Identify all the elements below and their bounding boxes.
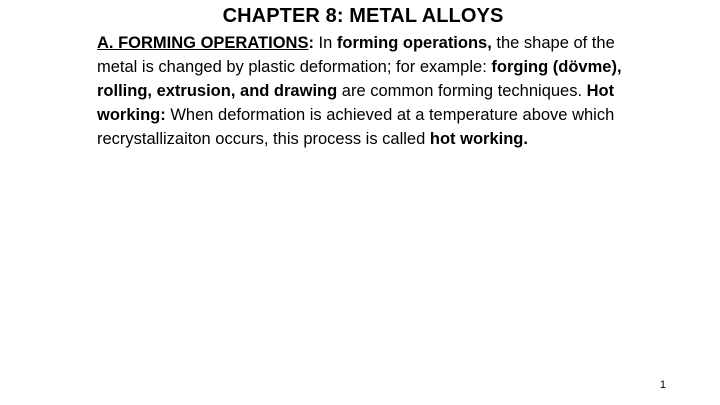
text-run: are common forming techniques. — [337, 82, 587, 100]
text-run: When deformation is achieved at a temperature above which recrystallizaiton occurs, this process is called — [97, 106, 615, 148]
slide-number: 1 — [659, 379, 666, 391]
bold-term: hot working. — [429, 130, 528, 148]
text-run: the shape of the metal is changed by plastic deformation; for example: — [97, 34, 615, 76]
bold-term: forming operations, — [336, 34, 492, 52]
section-heading: A. FORMING OPERATIONS — [97, 34, 309, 52]
bold-term: Hot working: — [97, 82, 615, 124]
section-heading-colon: : — [308, 34, 314, 52]
slide-title: CHAPTER 8: METAL ALLOYS — [222, 5, 504, 27]
bold-term: forging (dövme), rolling, extrusion, and drawing — [97, 58, 622, 100]
text-run: In — [313, 34, 337, 52]
body-paragraph — [97, 31, 632, 151]
